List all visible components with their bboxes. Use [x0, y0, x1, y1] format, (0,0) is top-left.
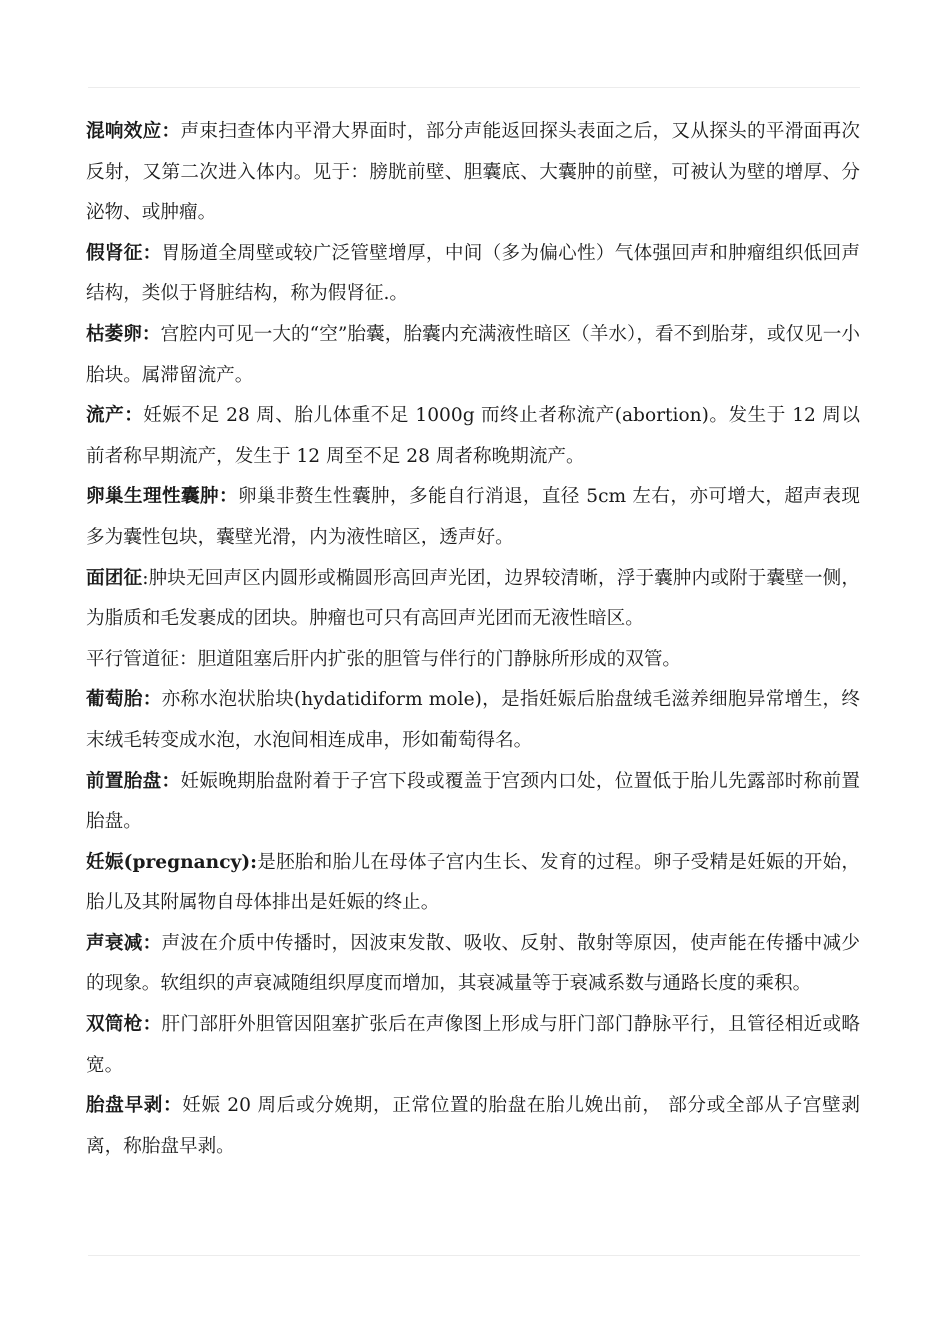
entry-term: 枯萎卵：	[86, 323, 161, 345]
entry-hydatidiform-mole	[86, 680, 860, 761]
entry-term: 胎盘早剥：	[86, 1095, 183, 1117]
entry-term: 声衰减：	[86, 932, 162, 954]
entry-term: 假肾征：	[86, 242, 162, 264]
entry-term: 混响效应：	[86, 121, 181, 142]
entry-definition: :肿块无回声区内圆形或椭圆形高回声光团，边界较清晰，浮于囊肿内或附于囊壁一侧，为脂质和毛发裹成的团块。肿瘤也可只有高回声光团而无液性暗区。	[86, 567, 860, 630]
entry-blighted-ovum	[86, 315, 860, 396]
entry-acoustic-attenuation	[86, 924, 860, 1005]
entry-pregnancy	[86, 843, 860, 924]
entry-placenta-previa	[86, 762, 860, 843]
entry-pseudo-kidney-sign	[86, 234, 860, 315]
entry-definition: 声波在介质中传播时，因波束发散、吸收、反射、散射等原因，使声能在传播中减少的现象。软组织的声衰减随组织厚度而增加，其衰减量等于衰减系数与通路长度的乘积。	[86, 932, 860, 995]
entry-term: 流产：	[86, 405, 144, 427]
entry-term: 面团征	[86, 567, 143, 589]
entry-parallel-channel-sign	[86, 640, 860, 681]
entry-term: 葡萄胎：	[86, 689, 162, 711]
entry-definition: 亦称水泡状胎块(hydatidiform mole)，是指妊娠后胎盘绒毛滋养细胞异常增生，终末绒毛转变成水泡，水泡间相连成串，形如葡萄得名。	[86, 689, 860, 751]
entry-definition: 胆道阻塞后肝内扩张的胆管与伴行的门静脉所形成的双管。	[197, 648, 682, 670]
entry-definition: 是胚胎和胎儿在母体子宫内生长、发育的过程。卵子受精是妊娠的开始，胎儿及其附属物自母体排出是妊娠的终止。	[86, 851, 860, 914]
entry-definition: 声束扫查体内平滑大界面时，部分声能返回探头表面之后，又从探头的平滑面再次反射，又第二次进入体内。见于：膀胱前壁、胆囊底、大囊肿的前壁，可被认为壁的增厚、分泌物、或肿瘤。	[86, 121, 860, 224]
entry-definition: 肝门部肝外胆管因阻塞扩张后在声像图上形成与肝门部门静脉平行，且管径相近或略宽。	[86, 1014, 860, 1076]
entry-term: 卵巢生理性囊肿：	[86, 486, 238, 508]
entry-definition: 胃肠道全周壁或较广泛管壁增厚，中间（多为偏心性）气体强回声和肿瘤组织低回声结构，类似于肾脏结构，称为假肾征.。	[86, 242, 860, 305]
entry-term: 妊娠(pregnancy):	[86, 851, 257, 873]
entry-definition: 卵巢非赘生性囊肿，多能自行消退，直径 5cm 左右，亦可增大，超声表现多为囊性包块，囊壁光滑，内为液性暗区，透声好。	[86, 486, 860, 548]
header-rule	[88, 87, 860, 88]
document-body	[86, 112, 860, 1167]
entry-definition: 妊娠不足 28 周、胎儿体重不足 1000g 而终止者称流产(abortion)。发生于 12 周以前者称早期流产，发生于 12 周至不足 28 周者称晚期流产。	[86, 405, 860, 467]
footer-rule	[88, 1255, 860, 1256]
entry-term: 前置胎盘：	[86, 770, 181, 792]
entry-dough-ball-sign	[86, 559, 860, 640]
entry-abortion	[86, 396, 860, 477]
entry-double-barrel-shotgun	[86, 1005, 860, 1086]
entry-definition: 妊娠晚期胎盘附着于子宫下段或覆盖于宫颈内口处，位置低于胎儿先露部时称前置胎盘。	[86, 770, 860, 833]
entry-definition: 妊娠 20 周后或分娩期，正常位置的胎盘在胎儿娩出前， 部分或全部从子宫壁剥离，称胎盘早剥。	[86, 1095, 860, 1157]
entry-physiologic-ovarian-cyst	[86, 477, 860, 558]
entry-term: 双筒枪：	[86, 1014, 162, 1036]
entry-reverberation	[86, 112, 860, 234]
entry-definition: 宫腔内可见一大的“空”胎囊，胎囊内充满液性暗区（羊水），看不到胎芽，或仅见一小胎块。属滞留流产。	[86, 323, 860, 386]
entry-placental-abruption	[86, 1086, 860, 1167]
entry-term: 平行管道征：	[86, 648, 198, 670]
